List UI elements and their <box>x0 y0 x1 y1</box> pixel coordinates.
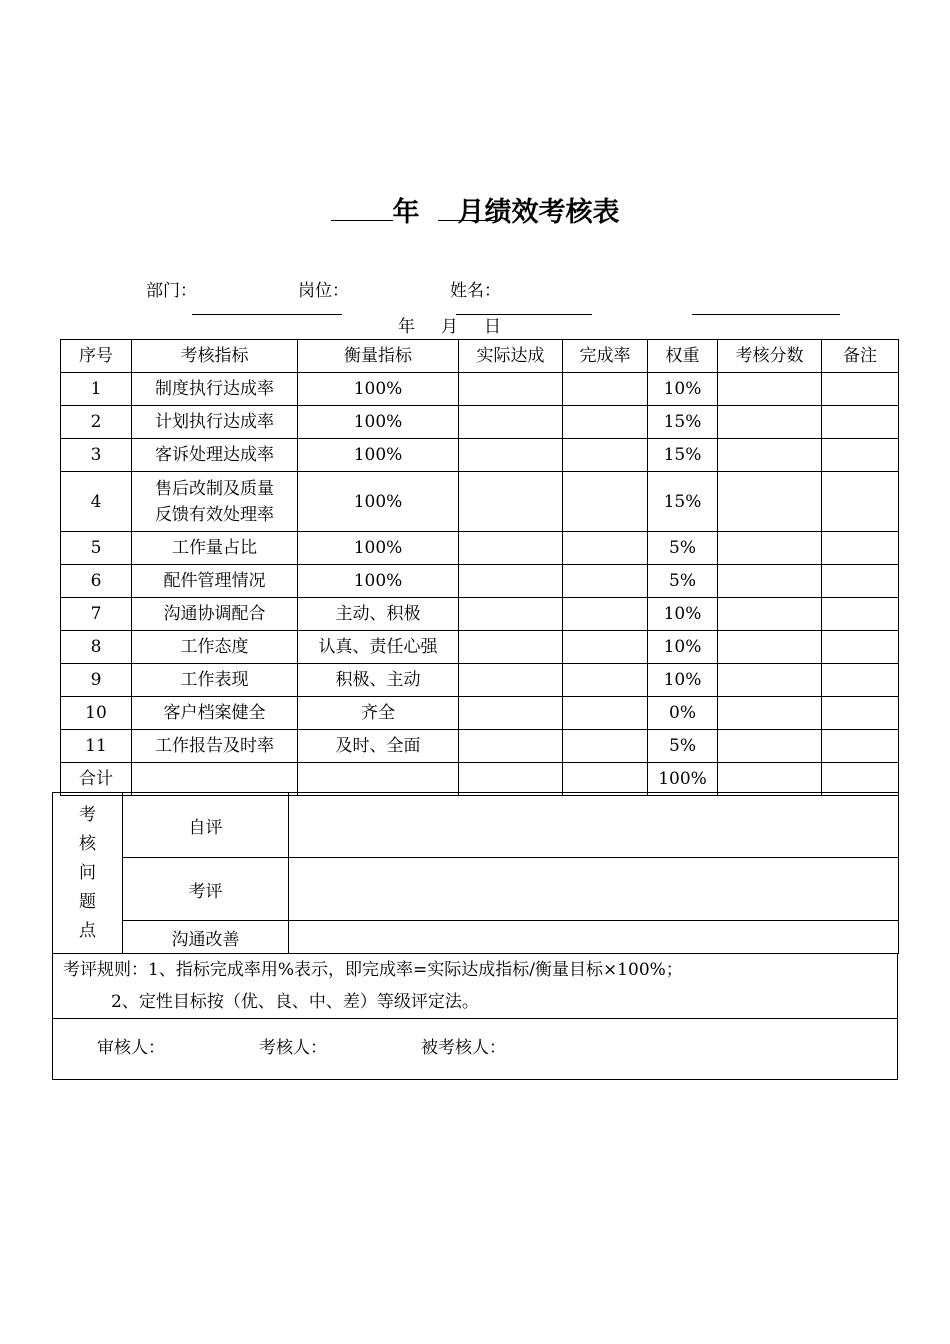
remark-cell[interactable] <box>822 664 899 697</box>
rate-cell[interactable] <box>563 631 648 664</box>
rate-cell[interactable] <box>563 697 648 730</box>
table-row <box>61 697 899 730</box>
score-cell[interactable] <box>718 373 822 406</box>
rate-cell[interactable] <box>563 532 648 565</box>
table-row <box>61 373 899 406</box>
total-actual-cell[interactable] <box>459 763 563 796</box>
measure-cell: 认真、责任心强 <box>298 631 459 664</box>
header-cell: 考核指标 <box>132 340 298 373</box>
side-char: 题 <box>79 891 96 912</box>
indicator-cell: 制度执行达成率 <box>132 373 298 406</box>
table-row <box>61 598 899 631</box>
indicator-cell: 工作报告及时率 <box>132 730 298 763</box>
total-remark-cell[interactable] <box>822 763 899 796</box>
score-cell[interactable] <box>718 472 822 532</box>
side-char: 考 <box>79 804 96 825</box>
measure-cell: 积极、主动 <box>298 664 459 697</box>
measure-cell: 齐全 <box>298 697 459 730</box>
self-eval-label: 自评 <box>123 793 289 858</box>
assessor-eval-label: 考评 <box>123 858 289 921</box>
remark-cell[interactable] <box>822 532 899 565</box>
score-cell[interactable] <box>718 532 822 565</box>
rate-cell[interactable] <box>563 730 648 763</box>
score-cell[interactable] <box>718 406 822 439</box>
score-cell[interactable] <box>718 697 822 730</box>
table-row <box>61 631 899 664</box>
actual-cell[interactable] <box>459 697 563 730</box>
total-label: 合计 <box>61 763 132 796</box>
measure-cell: 主动、积极 <box>298 598 459 631</box>
remark-cell[interactable] <box>822 697 899 730</box>
remark-cell[interactable] <box>822 598 899 631</box>
measure-cell: 100% <box>298 472 459 532</box>
assessor-eval-field[interactable] <box>289 858 899 921</box>
row-index: 3 <box>61 439 132 472</box>
indicator-cell: 计划执行达成率 <box>132 406 298 439</box>
weight-cell: 15% <box>648 472 718 532</box>
communication-field[interactable] <box>289 921 899 954</box>
assessment-table <box>60 339 899 796</box>
year-blank[interactable] <box>331 198 393 221</box>
rate-cell[interactable] <box>563 565 648 598</box>
rate-cell[interactable] <box>563 406 648 439</box>
remark-cell[interactable] <box>822 730 899 763</box>
measure-cell: 及时、全面 <box>298 730 459 763</box>
measure-cell: 100% <box>298 439 459 472</box>
weight-cell: 0% <box>648 697 718 730</box>
row-index: 2 <box>61 406 132 439</box>
score-cell[interactable] <box>718 664 822 697</box>
header-cell: 序号 <box>61 340 132 373</box>
weight-cell: 10% <box>648 598 718 631</box>
indicator-cell: 配件管理情况 <box>132 565 298 598</box>
side-char: 问 <box>79 862 96 883</box>
title-text: 月绩效考核表 <box>457 197 620 228</box>
total-weight: 100% <box>648 763 718 796</box>
total-measure-cell[interactable] <box>298 763 459 796</box>
rate-cell[interactable] <box>563 664 648 697</box>
indicator-cell: 工作态度 <box>132 631 298 664</box>
side-char: 点 <box>79 920 96 941</box>
weight-cell: 5% <box>648 730 718 763</box>
table-row <box>61 565 899 598</box>
name-label: 姓名： <box>450 281 501 301</box>
rules-box <box>52 953 898 1019</box>
signature-box <box>52 1018 898 1080</box>
actual-cell[interactable] <box>459 598 563 631</box>
row-index: 9 <box>61 664 132 697</box>
remark-cell[interactable] <box>822 373 899 406</box>
table-row <box>61 472 899 532</box>
assessor-label: 考核人： <box>259 1038 327 1058</box>
measure-cell: 100% <box>298 406 459 439</box>
header-cell: 备注 <box>822 340 899 373</box>
rate-cell[interactable] <box>563 439 648 472</box>
row-index: 5 <box>61 532 132 565</box>
table-row <box>61 730 899 763</box>
weight-cell: 15% <box>648 439 718 472</box>
remark-cell[interactable] <box>822 406 899 439</box>
weight-cell: 10% <box>648 631 718 664</box>
remark-cell[interactable] <box>822 631 899 664</box>
total-indicator-cell[interactable] <box>132 763 298 796</box>
indicator-cell: 客诉处理达成率 <box>132 439 298 472</box>
table-row <box>61 439 899 472</box>
header-cell: 考核分数 <box>718 340 822 373</box>
review-table <box>52 792 899 954</box>
row-index: 4 <box>61 472 132 532</box>
date-month: 月 <box>441 317 458 337</box>
department-label: 部门： <box>146 281 197 301</box>
indicator-cell: 客户档案健全 <box>132 697 298 730</box>
reviewer-label: 审核人： <box>97 1038 165 1058</box>
table-row <box>61 532 899 565</box>
date-year: 年 <box>398 317 415 337</box>
indicator-cell: 沟通协调配合 <box>132 598 298 631</box>
table-row <box>61 664 899 697</box>
year-label: 年 <box>392 197 420 228</box>
actual-cell[interactable] <box>459 406 563 439</box>
indicator-cell <box>132 472 298 532</box>
rate-cell[interactable] <box>563 373 648 406</box>
header-cell: 衡量指标 <box>298 340 459 373</box>
indicator-line: 售后改制及质量 <box>155 478 274 499</box>
weight-cell: 10% <box>648 373 718 406</box>
weight-cell: 10% <box>648 664 718 697</box>
row-index: 1 <box>61 373 132 406</box>
score-cell[interactable] <box>718 631 822 664</box>
actual-cell[interactable] <box>459 472 563 532</box>
measure-cell: 100% <box>298 565 459 598</box>
indicator-line: 反馈有效处理率 <box>155 504 274 525</box>
header-cell: 完成率 <box>563 340 648 373</box>
actual-cell[interactable] <box>459 439 563 472</box>
total-row <box>61 763 899 796</box>
total-rate-cell[interactable] <box>563 763 648 796</box>
table-row <box>61 406 899 439</box>
score-cell[interactable] <box>718 565 822 598</box>
self-eval-field[interactable] <box>289 793 899 858</box>
date-day: 日 <box>484 317 501 337</box>
indicator-cell: 工作量占比 <box>132 532 298 565</box>
score-cell[interactable] <box>718 730 822 763</box>
actual-cell[interactable] <box>459 532 563 565</box>
row-index: 11 <box>61 730 132 763</box>
remark-cell[interactable] <box>822 565 899 598</box>
weight-cell: 5% <box>648 532 718 565</box>
header-cell: 实际达成 <box>459 340 563 373</box>
weight-cell: 15% <box>648 406 718 439</box>
row-index: 6 <box>61 565 132 598</box>
rate-cell[interactable] <box>563 472 648 532</box>
side-char: 核 <box>79 833 96 854</box>
communication-label: 沟通改善 <box>123 921 289 954</box>
review-side-label <box>53 793 123 954</box>
position-label: 岗位： <box>298 281 349 301</box>
actual-cell[interactable] <box>459 730 563 763</box>
row-index: 10 <box>61 697 132 730</box>
rate-cell[interactable] <box>563 598 648 631</box>
row-index: 8 <box>61 631 132 664</box>
date-field[interactable] <box>692 314 840 315</box>
page-title <box>0 190 950 229</box>
total-score-cell[interactable] <box>718 763 822 796</box>
row-index: 7 <box>61 598 132 631</box>
header-cell: 权重 <box>648 340 718 373</box>
actual-cell[interactable] <box>459 373 563 406</box>
indicator-cell: 工作表现 <box>132 664 298 697</box>
assessee-label: 被考核人： <box>421 1038 506 1058</box>
measure-cell: 100% <box>298 532 459 565</box>
actual-cell[interactable] <box>459 565 563 598</box>
weight-cell: 5% <box>648 565 718 598</box>
actual-cell[interactable] <box>459 631 563 664</box>
rules-line-2: 2、定性目标按（优、良、中、差）等级评定法。 <box>111 992 479 1012</box>
actual-cell[interactable] <box>459 664 563 697</box>
measure-cell: 100% <box>298 373 459 406</box>
remark-cell[interactable] <box>822 472 899 532</box>
remark-cell[interactable] <box>822 439 899 472</box>
date-line <box>398 312 527 337</box>
table-header-row <box>61 340 899 373</box>
department-field[interactable] <box>192 314 342 315</box>
score-cell[interactable] <box>718 598 822 631</box>
score-cell[interactable] <box>718 439 822 472</box>
rules-line-1: 考评规则：1、指标完成率用%表示，即完成率=实际达成指标/衡量目标×100%； <box>63 960 683 980</box>
